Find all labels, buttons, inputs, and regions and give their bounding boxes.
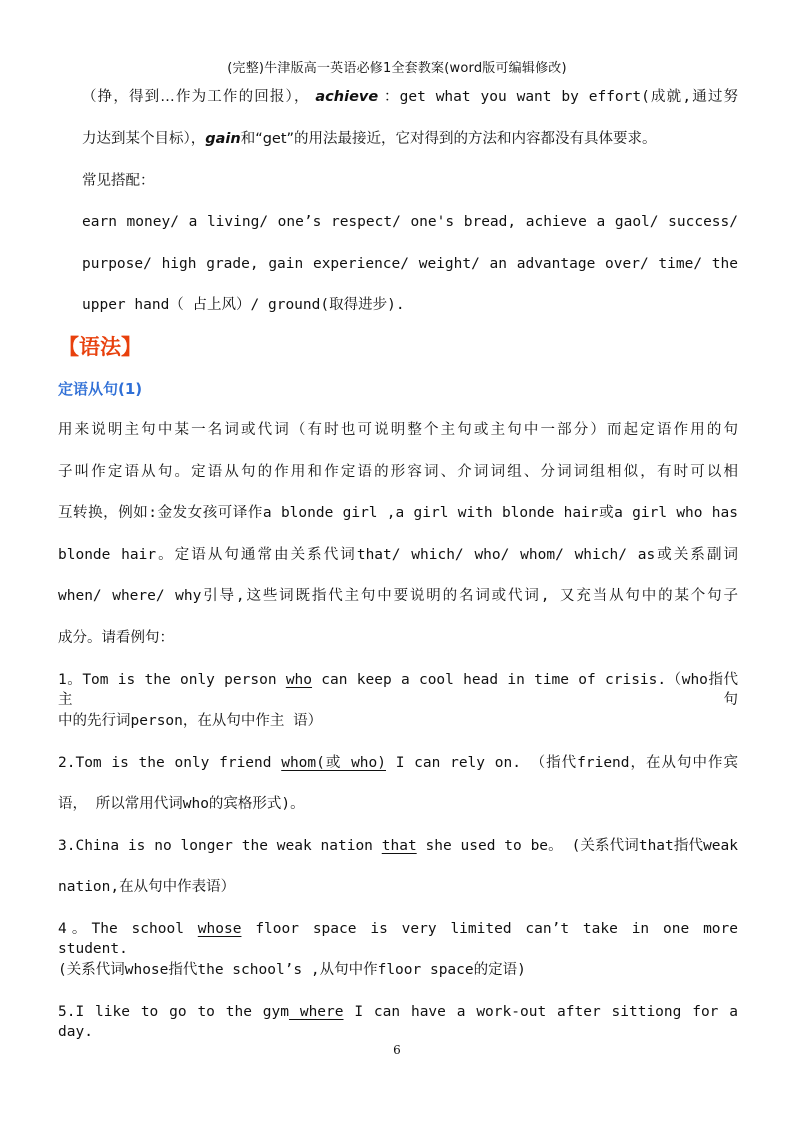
- example-note: 语， 所以常用代词who的宾格形式)。: [58, 796, 305, 812]
- example-1-line-2: [58, 711, 322, 731]
- example-text: 3.China is no longer the weak nation: [58, 838, 382, 854]
- example-text: I can rely on. （指代friend，在从句中作宾: [386, 755, 738, 771]
- body-text: 子叫作定语从句。定语从句的作用和作定语的形容词、介词词组、分词词组相似，有时可以相: [58, 464, 738, 480]
- body-line-3: [58, 503, 738, 523]
- body-line-5: [58, 586, 738, 606]
- body-line-4: [58, 545, 738, 565]
- example-note: 中的先行词person，在从句中作主 语）: [58, 713, 323, 729]
- example-text: she used to be。 (关系代词that指代weak: [416, 838, 738, 854]
- body-text: 成分。请看例句：: [58, 630, 174, 646]
- intro-line-3: [82, 171, 155, 191]
- intro-line-2: [82, 129, 657, 149]
- intro-text: （挣，得到…作为工作的回报），: [82, 89, 310, 105]
- body-line-1: [58, 420, 738, 440]
- example-3-line-1: [58, 836, 738, 856]
- intro-line-1: [82, 87, 738, 107]
- body-text: when/ where/ why引导,这些词既指代主句中要说明的名词或代词, 又充当从句中的某个句子: [58, 588, 738, 604]
- document-header: (完整)牛津版高一英语必修1全套教案(word版可编辑修改): [227, 61, 567, 76]
- body-text: blonde hair。定语从句通常由关系代词that/ which/ who/ whom/ which/ as或关系副词: [58, 547, 738, 563]
- example-note: (关系代词whose指代the school’s ,从句中作floor space的定语): [58, 962, 526, 978]
- keyword-gain: gain: [205, 131, 241, 147]
- example-2-line-1: [58, 753, 738, 773]
- intro-line-6: [82, 295, 405, 315]
- example-4-line-1: [58, 919, 738, 959]
- example-4-line-2: [58, 960, 526, 980]
- section-title: 定语从句(1): [58, 380, 143, 398]
- example-text: I can have a work-out after sittiong for a day.: [58, 1004, 738, 1040]
- example-text: 4。The school: [58, 921, 198, 937]
- collocation-label: 常见搭配：: [82, 173, 155, 189]
- collocation-text: earn money/ a living/ one’s respect/ one's bread, achieve a gaol/ success/: [82, 214, 738, 230]
- example-5-line-1: [58, 1002, 738, 1042]
- collocation-text: upper hand（ 占上风）/ ground(取得进步).: [82, 297, 405, 313]
- example-note: nation,在从句中作表语）: [58, 879, 236, 895]
- relative-word: where: [288, 1004, 344, 1020]
- relative-word: whose: [197, 921, 242, 937]
- example-text: can keep a cool head in time of crisis.（who指代主句: [58, 672, 738, 708]
- example-text: floor space is very limited can’t take in one more student.: [58, 921, 738, 957]
- body-line-6: [58, 628, 174, 648]
- intro-text: 和“get”的用法最接近，它对得到的方法和内容都没有具体要求。: [240, 131, 657, 147]
- collocation-text: purpose/ high grade, gain experience/ weight/ an advantage over/ time/ the: [82, 256, 738, 272]
- intro-line-5: [82, 254, 738, 274]
- keyword-achieve: achieve: [315, 89, 379, 105]
- example-text: 5.I like to go to the gym: [58, 1004, 289, 1020]
- intro-line-4: [82, 212, 738, 232]
- intro-text: 力达到某个目标），: [82, 131, 206, 147]
- body-line-2: [58, 462, 738, 482]
- example-2-line-2: [58, 794, 305, 814]
- intro-text: ：get what you want by effort(成就,通过努: [383, 89, 739, 105]
- relative-word: who: [285, 672, 313, 688]
- body-text: 互转换，例如:金发女孩可译作a blonde girl ,a girl with blonde hair或a girl who has: [58, 505, 738, 521]
- example-1-line-1: [58, 670, 738, 710]
- relative-word: that: [381, 838, 417, 854]
- example-text: 1。Tom is the only person: [58, 672, 286, 688]
- page-number: 6: [393, 1043, 401, 1057]
- grammar-heading: 【语法】: [58, 335, 142, 359]
- body-text: 用来说明主句中某一名词或代词（有时也可说明整个主句或主句中一部分）而起定语作用的句: [58, 422, 738, 438]
- relative-word: whom(或 who): [281, 755, 386, 771]
- example-3-line-2: [58, 877, 235, 897]
- example-text: 2.Tom is the only friend: [58, 755, 282, 771]
